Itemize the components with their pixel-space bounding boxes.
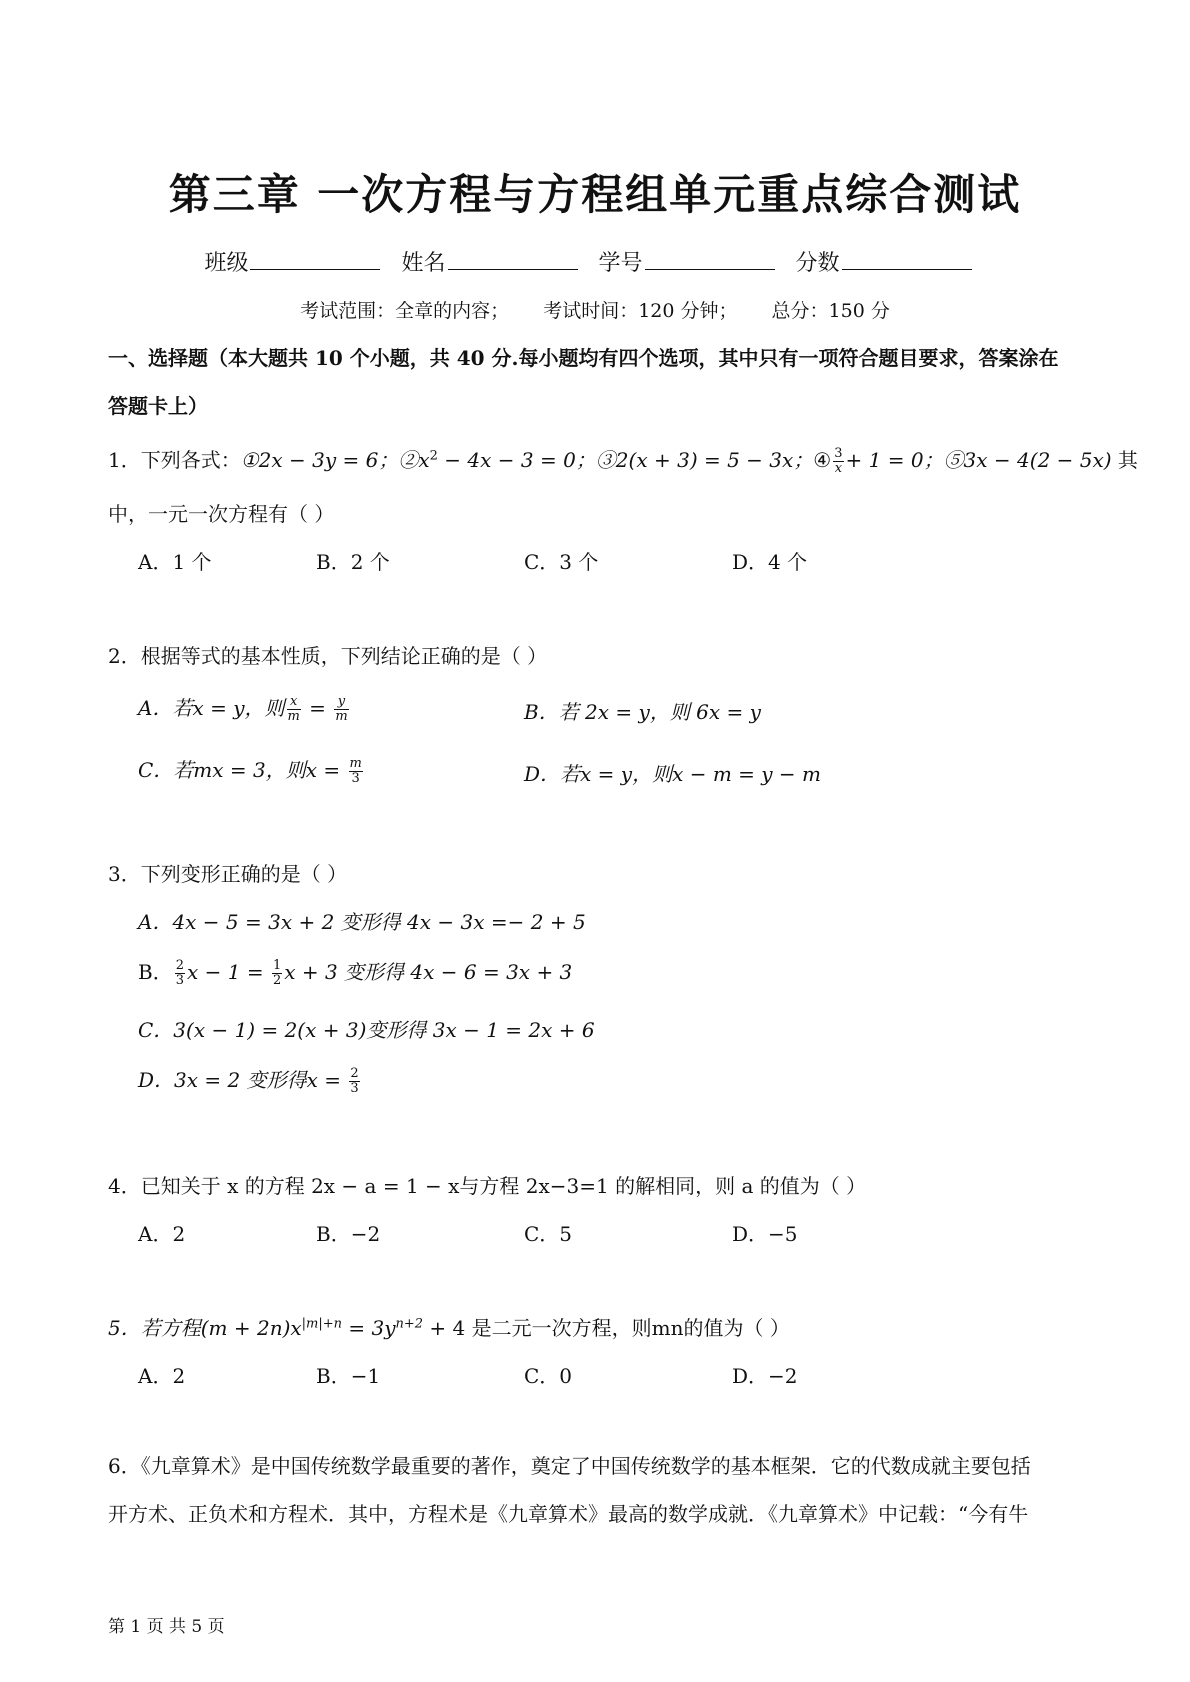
name-label: 姓名 (401, 251, 446, 276)
page-title: 第三章 一次方程与方程组单元重点综合测试 (168, 170, 1022, 219)
q2-option-b: B．若 2x = y，则 6x = y (524, 700, 761, 724)
q1-expr4-frac (833, 447, 843, 476)
q4-option-c: C．5 (524, 1222, 573, 1246)
student-info-line (0, 246, 1190, 277)
q1-expr4a: ④ (813, 448, 832, 472)
q2-a-frac2 (334, 695, 348, 724)
q3-d-text: D．3x = 2 变形得x = (138, 1068, 348, 1092)
q1-prefix: 1．下列各式： (108, 448, 241, 472)
exam-total: 总分：150 分 (771, 300, 890, 322)
q5-stem (108, 1312, 790, 1341)
q1-expr5: ⑤3x − 4(2 − 5x) (943, 448, 1112, 472)
q2-option-c (138, 754, 365, 786)
q1-frac-den: x (834, 461, 843, 476)
q2-a-frac1-num: x (287, 695, 301, 710)
q3-b-prefix: B． (138, 960, 173, 984)
q2-a-text: A．若x = y，则 (138, 696, 285, 720)
q2-c-frac-num: m (349, 756, 362, 771)
q4-option-b: B．−2 (316, 1222, 381, 1246)
q1-option-c: C．3 个 (524, 550, 599, 574)
q3-option-b (138, 956, 572, 988)
q3-option-c: C．3(x − 1) = 2(x + 3)变形得 3x − 1 = 2x + 6 (138, 1018, 595, 1042)
q3-d-frac-num: 2 (350, 1066, 359, 1081)
q3-b-frac1-den: 3 (175, 973, 184, 988)
q1-expr3: ③2(x + 3) = 5 − 3x； (595, 448, 814, 472)
section-heading-line2: 答题卡上） (108, 394, 208, 418)
q3-d-frac-den: 3 (350, 1081, 359, 1096)
q1-frac-num: 3 (834, 446, 843, 461)
q3-b-post: x + 3 变形得 4x − 6 = 3x + 3 (284, 960, 573, 984)
exam-scope-line (0, 296, 1190, 323)
q5-option-a: A．2 (138, 1364, 186, 1388)
q3-b-frac2-den: 2 (272, 973, 282, 988)
q3-stem: 3．下列变形正确的是（ ） (108, 862, 348, 886)
q4-option-d: D．−5 (732, 1222, 798, 1246)
id-label: 学号 (598, 251, 643, 276)
q2-a-frac2-den: m (335, 709, 348, 724)
q5-sup1: |m|+n (301, 1316, 343, 1332)
q2-a-eq: = (302, 696, 333, 720)
q1-tail: 其 (1111, 448, 1138, 472)
q3-option-a: A．4x − 5 = 3x + 2 变形得 4x − 3x =− 2 + 5 (138, 910, 586, 934)
q2-option-a (138, 692, 351, 724)
q3-option-d (138, 1064, 362, 1096)
name-blank (448, 249, 578, 270)
q5-pre: 5．若方程(m + 2n)x (108, 1316, 302, 1340)
q2-c-frac (349, 757, 363, 786)
q1-option-d: D．4 个 (732, 550, 808, 574)
q2-a-frac1 (287, 695, 301, 724)
exam-range: 考试范围：全章的内容； (300, 300, 510, 322)
class-blank (250, 249, 380, 270)
q1-option-b: B．2 个 (316, 550, 390, 574)
q2-a-frac2-num: y (334, 695, 348, 710)
class-label: 班级 (204, 251, 249, 276)
q3-b-frac2-num: 1 (272, 958, 282, 973)
q5-option-c: C．0 (524, 1364, 573, 1388)
q1-option-a: A．1 个 (138, 550, 212, 574)
q4-option-a: A．2 (138, 1222, 186, 1246)
q1-expr1: ①2x − 3y = 6； (240, 448, 399, 472)
q3-b-frac1-num: 2 (175, 958, 184, 973)
q2-stem: 2．根据等式的基本性质，下列结论正确的是（ ） (108, 644, 548, 668)
page-footer: 第 1 页 共 5 页 (108, 1617, 225, 1637)
q2-c-frac-den: 3 (351, 771, 360, 786)
q5-option-b: B．−1 (316, 1364, 381, 1388)
q4-stem: 4．已知关于 x 的方程 2x − a = 1 − x与方程 2x−3=1 的解相同，则 a 的值为（ ） (108, 1174, 867, 1198)
q1-stem-line1 (108, 444, 1138, 476)
q5-post: + 4 是二元一次方程，则mn的值为（ ） (423, 1316, 790, 1340)
score-blank (842, 249, 972, 270)
q2-option-d: D．若x = y，则x − m = y − m (524, 762, 822, 786)
q6-stem-line1: 6．《九章算术》是中国传统数学最重要的著作，奠定了中国传统数学的基本框架．它的代数成就主要包括 (108, 1454, 1031, 1478)
q5-mid: = 3y (342, 1316, 396, 1340)
q3-b-frac1 (175, 959, 185, 988)
q3-b-mid: x − 1 = (186, 960, 270, 984)
q2-a-frac1-den: m (287, 709, 300, 724)
exam-time: 考试时间：120 分钟； (543, 300, 738, 322)
score-label: 分数 (795, 251, 840, 276)
q5-option-d: D．−2 (732, 1364, 798, 1388)
q1-expr2b: − 4x − 3 = 0； (437, 448, 596, 472)
q3-d-frac (349, 1067, 359, 1096)
id-blank (645, 249, 775, 270)
q1-stem-line2: 中，一元一次方程有（ ） (108, 502, 335, 526)
q6-stem-line2: 开方术、正负术和方程术．其中，方程术是《九章算术》最高的数学成就．《九章算术》中记载：“今有牛 (108, 1502, 1029, 1526)
section-heading-line1: 一、选择题（本大题共 10 个小题，共 40 分.每小题均有四个选项，其中只有一项符合题目要求，答案涂在 (108, 346, 1059, 370)
q3-b-frac2 (272, 959, 282, 988)
q2-c-text: C．若mx = 3，则x = (138, 758, 347, 782)
q1-expr2-sup: 2 (429, 448, 438, 464)
q5-sup2: n+2 (395, 1316, 424, 1332)
q1-expr4b: + 1 = 0； (845, 448, 944, 472)
q1-expr2a: ②x (398, 448, 430, 472)
